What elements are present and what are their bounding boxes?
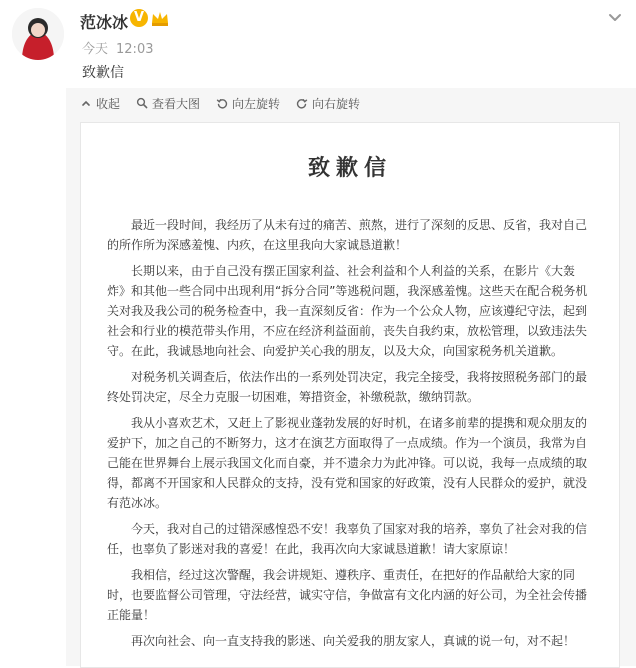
image-toolbar <box>66 88 636 118</box>
media-container <box>66 88 636 666</box>
apology-letter-image[interactable] <box>80 122 620 668</box>
post-time-clock: 12:03 <box>116 42 154 57</box>
post-time <box>82 38 153 57</box>
collapse-icon <box>80 97 92 109</box>
post-time-day: 今天 <box>82 42 109 57</box>
letter-body <box>107 215 593 665</box>
rotate-right-icon <box>296 97 308 109</box>
collapse-button[interactable] <box>80 95 120 112</box>
letter-paragraph: 对税务机关调查后，依法作出的一系列处罚决定，我完全接受，我将按照税务部门的最终处罚决定，尽全力克服一切困难，筹措资金，补缴税款，缴纳罚款。 <box>107 370 588 404</box>
rotate-left-button[interactable] <box>216 95 280 112</box>
rotate-left-label: 向左旋转 <box>232 96 281 111</box>
rotate-right-button[interactable] <box>296 95 360 112</box>
letter-title: 致歉信 <box>307 155 392 181</box>
avatar[interactable] <box>12 8 64 60</box>
avatar-image <box>12 8 64 60</box>
collapse-label: 收起 <box>96 96 121 111</box>
post-header <box>0 0 636 88</box>
view-large-button[interactable] <box>136 95 200 112</box>
author-name[interactable]: 范冰冰 <box>80 13 129 32</box>
letter-paragraph: 再次向社会、向一直支持我的影迷、向关爱我的朋友家人，真诚的说一句，对不起！ <box>131 634 576 648</box>
post-text: 致歉信 <box>82 65 124 81</box>
rotate-right-label: 向右旋转 <box>312 96 361 111</box>
rotate-left-icon <box>216 97 228 109</box>
verified-badge-icon: V <box>130 9 148 27</box>
letter-paragraph: 我相信，经过这次警醒，我会讲规矩、遵秩序、重责任，在把好的作品献给大家的同时，也要监督公司管理，守法经营，诚实守信，争做富有文化内涵的好公司，为全社会传播正能量！ <box>107 568 588 622</box>
magnifier-icon <box>136 97 148 109</box>
letter-paragraph: 长期以来，由于自己没有摆正国家利益、社会利益和个人利益的关系，在影片《大轰炸》和其他一些合同中出现利用“拆分合同”等逃税问题，我深感羞愧。这些天在配合税务机关对我及我公司的税务检查中，我一直深刻反省：作为一个公众人物，应该遵纪守法，起到社会和行业的模范带头作用，不应在经济利益面前，丧失自我约束，放松管理，以致违法失守。在此，我诚恳地向社会、向爱护关心我的朋友，以及大众，向国家税务机关道歉。 <box>107 264 588 358</box>
chevron-down-icon[interactable] <box>606 8 624 26</box>
letter-paragraph: 最近一段时间，我经历了从未有过的痛苦、煎熬，进行了深刻的反思、反省，我对自己的所作所为深感羞愧、内疚，在这里我向大家诚恳道歉！ <box>107 218 588 252</box>
letter-paragraph: 我从小喜欢艺术，又赶上了影视业蓬勃发展的好时机，在诸多前辈的提携和观众朋友的爱护下，加之自己的不断努力，这才在演艺方面取得了一点成绩。作为一个演员，我常为自己能在世界舞台上展示我国文化而自豪，并不遗余力为此冲锋。可以说，我每一点成绩的取得，都离不开国家和人民群众的支持，没有党和国家的好政策，没有人民群众的爱护，就没有范冰冰。 <box>107 416 588 510</box>
vip-crown-icon <box>150 9 170 27</box>
view-large-label: 查看大图 <box>152 96 201 111</box>
letter-paragraph: 今天，我对自己的过错深感惶恐不安！我辜负了国家对我的培养，辜负了社会对我的信任，也辜负了影迷对我的喜爱！在此，我再次向大家诚恳道歉！请大家原谅！ <box>107 522 588 556</box>
